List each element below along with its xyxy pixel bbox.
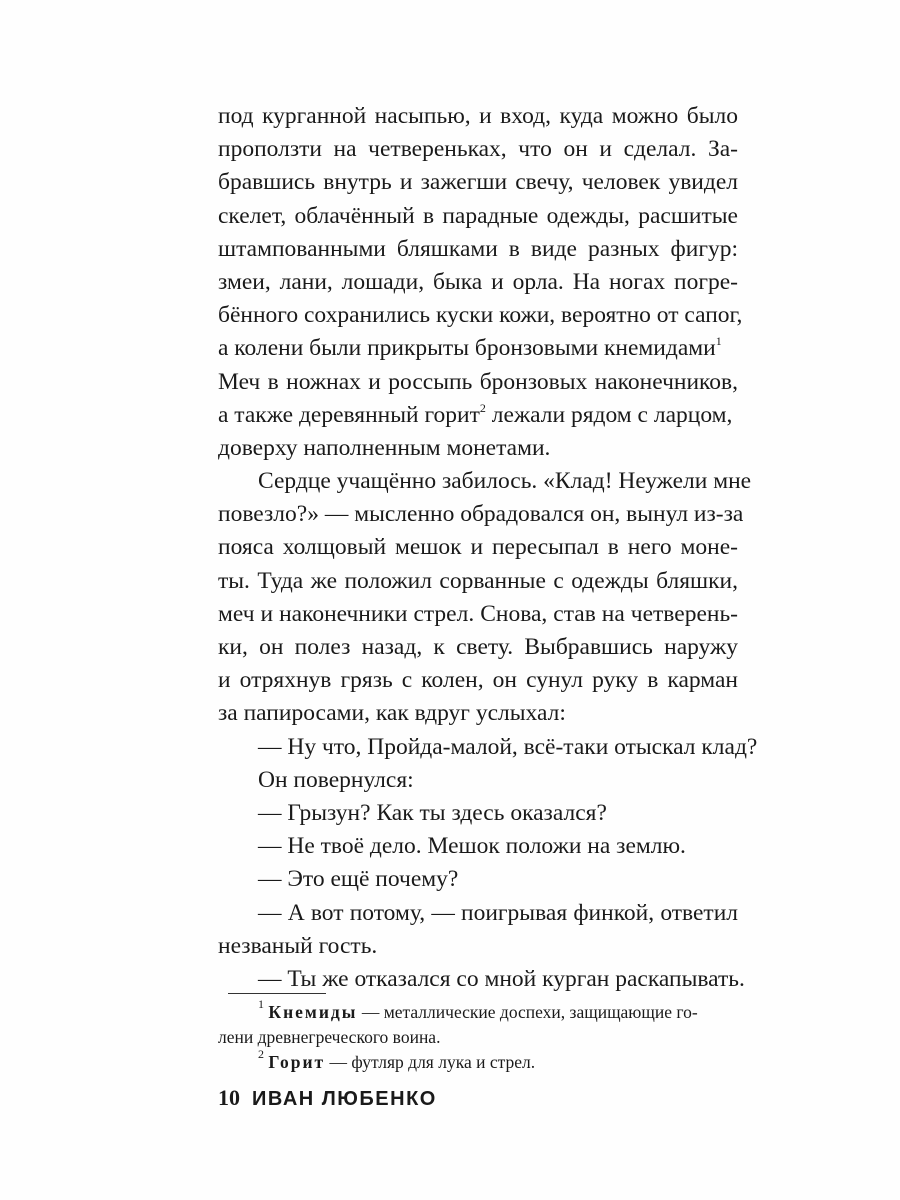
text-line: Он повернулся:	[258, 766, 414, 793]
text-line: ки, он полез назад, к свету. Выбравшись наружу	[218, 634, 738, 660]
text-line: пояса холщовый мешок и пересыпал в него моне-	[218, 534, 738, 561]
text-line	[218, 399, 738, 432]
footnote-number: 2	[258, 1047, 264, 1061]
dialogue-line: — Это ещё почему?	[258, 866, 459, 893]
text-line: бённого сохранились куски кожи, вероятно от сапог,	[218, 302, 743, 329]
text-line: ты. Туда же положил сорванные с одежды бляшки,	[218, 567, 738, 594]
text-line: за папиросами, как вдруг услыхал:	[218, 700, 566, 727]
footnote-1	[218, 997, 738, 1025]
footnote-term: Горит	[268, 1052, 326, 1072]
footnote-text: — футляр для лука и стрел.	[325, 1052, 536, 1072]
text-line: повезло?» — мысленно обрадовался он, вынул из-за	[218, 501, 744, 528]
text-line	[218, 332, 738, 365]
dialogue-line: — Не твоё дело. Мешок положи на землю.	[258, 833, 686, 860]
text-line: под курганной насыпью, и вход, куда можно было	[218, 103, 738, 129]
footnote-term: Кнемиды	[268, 1002, 358, 1022]
footnote-divider	[228, 993, 326, 994]
text-span: а также деревянный горит	[218, 401, 480, 428]
text-line: змеи, лани, лошади, быка и орла. На ногах погре-	[218, 268, 738, 295]
dialogue-line: — А вот потому, — поигрывая финкой, ответил	[258, 899, 738, 926]
text-line: бравшись внутрь и зажегши свечу, человек увидел	[218, 169, 738, 196]
dialogue-line: — Грызун? Как ты здесь оказался?	[258, 799, 607, 826]
footnote-2	[218, 1047, 738, 1075]
text-line: проползти на четвереньках, что он и сделал. За-	[218, 136, 738, 163]
footnote-number: 1	[258, 997, 264, 1011]
paragraph-start: Сердце учащённо забилось. «Клад! Неужели мне	[258, 468, 752, 495]
dialogue-line: — Ну что, Пройда-малой, всё-таки отыскал клад?	[258, 733, 758, 760]
text-line: и отряхнув грязь с колен, он сунул руку в карман	[218, 667, 738, 694]
footnote-1-continued: лени древнегреческого воина.	[218, 1027, 441, 1047]
text-line: скелет, облачённый в парадные одежды, расшитые	[218, 202, 738, 229]
page-footer	[218, 1085, 437, 1111]
footnote-mark: 2	[479, 400, 486, 415]
text-line: незваный гость.	[218, 932, 378, 959]
text-line: доверху наполненным монетами.	[218, 434, 551, 461]
text-span: а колени были прикрыты бронзовыми кнемидами	[218, 335, 716, 362]
text-line: штампованными бляшками в виде разных фигур:	[218, 235, 738, 262]
footnote-text: — металлические доспехи, защищающие го-	[357, 1002, 698, 1022]
footnote-mark: 1	[715, 334, 722, 349]
text-span: лежали рядом с ларцом,	[485, 401, 733, 428]
text-line: меч и наконечники стрел. Снова, став на четверень-	[218, 600, 738, 627]
running-author: ИВАН ЛЮБЕНКО	[252, 1088, 437, 1110]
text-line: Меч в ножнах и россыпь бронзовых наконечников,	[218, 368, 738, 395]
dialogue-line: — Ты же отказался со мной курган раскапывать.	[258, 965, 745, 992]
body-text	[218, 100, 758, 996]
footnotes	[218, 997, 738, 1075]
page-number: 10	[218, 1085, 240, 1110]
